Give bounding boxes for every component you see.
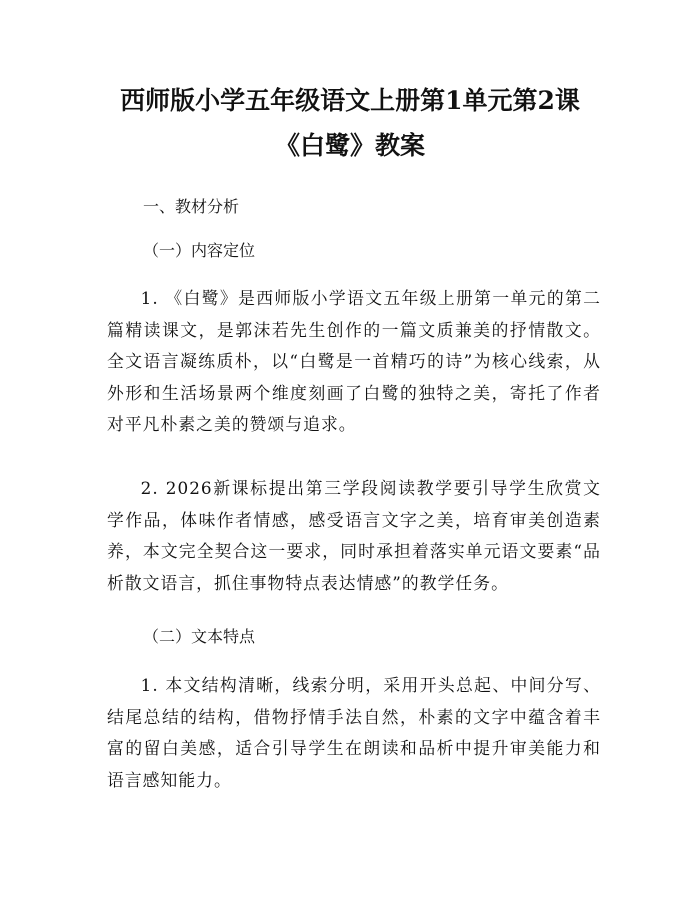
paragraph-content-positioning-1: 1. 《白鹭》是西师版小学语文五年级上册第一单元的第二篇精读课文，是郭沫若先生创作的一篇文质兼美的抒情散文。全文语言凝练质朴，以“白鹭是一首精巧的诗”为核心线索，从外形和生活场景两个维度刻画了白鹭的独特之美，寄托了作者对平凡朴素之美的赞颂与追求。 xyxy=(107,288,601,434)
subsection-heading-content-positioning: （一）内容定位 xyxy=(143,241,256,260)
section-heading-materials-analysis: 一、教材分析 xyxy=(143,197,240,216)
document-title-line-1: 西师版小学五年级语文上册第1单元第2课 xyxy=(120,86,580,115)
paragraph-content-positioning-2: 2. 2026新课标提出第三学段阅读教学要引导学生欣赏文学作品，体味作者情感，感受语言文字之美，培育审美创造素养，本文完全契合这一要求，同时承担着落实单元语文要素“品析散文语言，抓住事物特点表达情感”的教学任务。 xyxy=(107,478,601,593)
document-title-line-2: 《白鹭》教案 xyxy=(274,131,425,160)
paragraph-text-features-1: 1. 本文结构清晰，线索分明，采用开头总起、中间分写、结尾总结的结构，借物抒情手法自然，朴素的文字中蕴含着丰富的留白美感，适合引导学生在朗读和品析中提升审美能力和语言感知能力。 xyxy=(107,675,601,790)
subsection-heading-text-features: （二）文本特点 xyxy=(143,627,256,646)
